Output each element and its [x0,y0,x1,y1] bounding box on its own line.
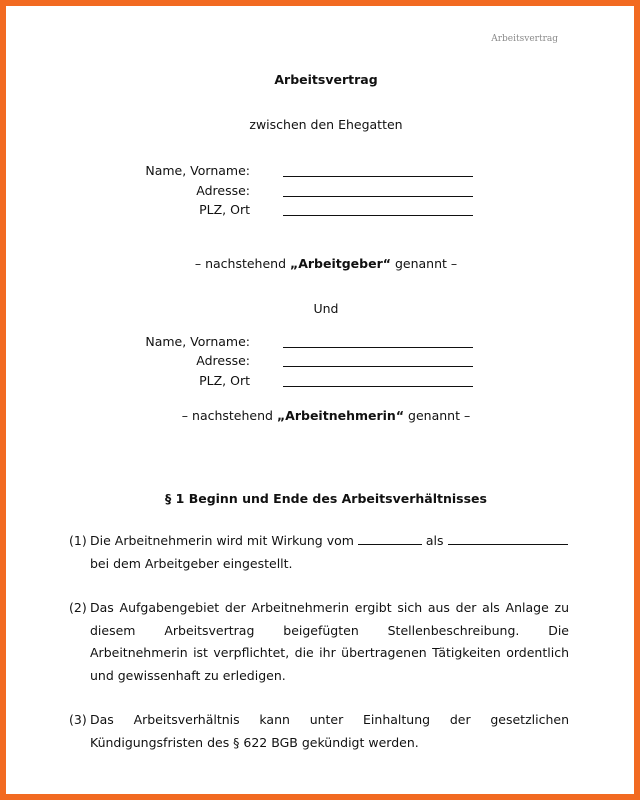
party1-city-field[interactable] [283,215,473,216]
party1-name-row [6,163,640,179]
party1-city-label: PLZ, Ort [199,202,250,217]
section1-heading: § 1 Beginn und Ende des Arbeitsverhältnisses [165,491,487,506]
party1-address-row [6,183,640,199]
start-date-field[interactable] [358,532,422,545]
party1-name-label: Name, Vorname: [145,163,250,178]
clause-1 [69,530,569,575]
party1-city-row [6,202,640,218]
party2-designation: – nachstehend „Arbeitnehmerin“ genannt – [181,408,471,423]
clause-number: (3) [69,712,87,727]
party1-designation: – nachstehend „Arbeitgeber“ genannt – [194,256,458,271]
clause-2 [69,597,569,687]
party1-address-label: Adresse: [196,183,250,198]
party2-address-row [6,353,640,369]
clause-3 [69,709,569,754]
party2-city-row [6,373,640,389]
clause-3-text: Das Arbeitsverhältnis kann unter Einhaltung der gesetzlichen Kündigungsfristen des § 622 BGB gekündigt werden. [90,712,569,750]
party2-city-label: PLZ, Ort [199,373,250,388]
party2-name-label: Name, Vorname: [145,334,250,349]
party1-address-field[interactable] [283,196,473,197]
running-header: Arbeitsvertrag [491,34,558,44]
clause-number: (1) [69,533,87,548]
between-line: zwischen den Ehegatten [249,117,403,132]
clause-2-text: Das Aufgabengebiet der Arbeitnehmerin ergibt sich aus der als Anlage zu diesem Arbeitsvertrag beigefügten Stellenbeschreibung. Die Arbeitnehmerin ist verpflichtet, die ihr übertragenen Tätigkeiten ordentlich und gewissenhaft zu erledigen. [90,600,569,683]
clause-1-text-b: als [421,533,448,548]
party2-city-field[interactable] [283,386,473,387]
party1-name-field[interactable] [283,176,473,177]
party2-address-label: Adresse: [196,353,250,368]
position-field[interactable] [448,532,568,545]
and-line: Und [313,301,339,316]
clause-1-text-a: Die Arbeitnehmerin wird mit Wirkung vom [90,533,358,548]
document-title: Arbeitsvertrag [274,72,378,87]
clause-number: (2) [69,600,87,615]
party2-address-field[interactable] [283,366,473,367]
clause-1-text-c: bei dem Arbeitgeber eingestellt. [90,555,293,571]
party2-name-field[interactable] [283,347,473,348]
party2-name-row [6,334,640,350]
